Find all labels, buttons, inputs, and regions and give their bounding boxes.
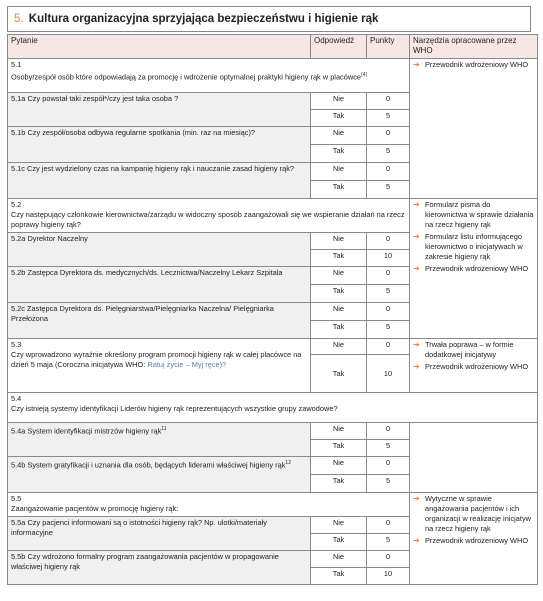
section-question [8,393,538,423]
answer-cell[interactable]: Tak [311,285,367,303]
answer-cell[interactable]: Nie [311,551,367,568]
arrow-right-icon: ➔ [413,232,420,241]
arrow-right-icon: ➔ [413,362,420,371]
section-row [8,493,538,517]
points-cell: 0 [367,233,410,250]
arrow-right-icon: ➔ [413,60,420,69]
points-cell: 5 [367,534,410,551]
points-cell: 0 [367,163,410,181]
answer-cell[interactable]: Tak [311,321,367,339]
table-row [8,339,538,355]
arrow-right-icon: ➔ [413,340,420,349]
answer-cell[interactable]: Nie [311,457,367,475]
points-cell: 0 [367,517,410,534]
points-cell: 0 [367,127,410,145]
section-num: 5.1 [11,60,22,69]
sub-question: 5.2b Zastępca Dyrektora ds. medycznych/ds. Lecznictwa/Naczelny Lekarz Szpitala [8,267,311,303]
section-question [8,493,410,517]
answer-cell[interactable]: Nie [311,423,367,440]
answer-cell[interactable]: Tak [311,475,367,493]
answer-cell[interactable]: Nie [311,303,367,321]
empty-tools-cell [410,423,538,493]
assessment-table [7,34,538,585]
sub-question: 5.1b Czy zespół/osoba odbywa regularne spotkania (min. raz na miesiąc)? [8,127,311,163]
footnote-ref: (4) [361,72,368,78]
answer-cell[interactable]: Nie [311,267,367,285]
answer-cell[interactable]: Tak [311,568,367,585]
answer-cell[interactable]: Tak [311,181,367,199]
table-row [8,423,538,440]
answer-cell[interactable]: Nie [311,127,367,145]
points-cell: 0 [367,303,410,321]
section-row [8,59,538,93]
points-cell: 5 [367,440,410,457]
section-num: 5.5 [11,494,22,503]
arrow-right-icon: ➔ [413,494,420,503]
sub-question: 5.4b System gratyfikacji i uznania dla osób, będących liderami właściwej higieny rąk$^{12}$ [8,457,311,493]
answer-cell[interactable]: Nie [311,93,367,110]
campaign-link[interactable]: Ratuj życie – Myj ręce)? [147,360,227,369]
section-number: 5. [14,13,24,25]
section-num: 5.4 [11,394,22,403]
answer-cell[interactable]: Nie [311,233,367,250]
points-cell: 5 [367,285,410,303]
sub-question: 5.2a Dyrektor Naczelny [8,233,311,267]
section-text: Zaangażowanie pacjentów w promocję higieny rąk: [11,504,179,513]
answer-cell[interactable]: Nie [311,163,367,181]
answer-cell[interactable]: Nie [311,517,367,534]
arrow-right-icon: ➔ [413,264,420,273]
points-cell: 5 [367,181,410,199]
answer-cell[interactable]: Tak [311,145,367,163]
header-question: Pytanie [8,35,311,59]
arrow-right-icon: ➔ [413,536,420,545]
points-cell: 10 [367,355,410,393]
header-row [8,35,538,59]
section-title [7,6,531,32]
points-cell: 5 [367,321,410,339]
sub-question: 5.5a Czy pacjenci informowani są o istotności higieny rąk? Np. ulotki/materiały informacyjne [8,517,311,551]
points-cell: 5 [367,475,410,493]
header-answer: Odpowiedź [311,35,367,59]
answer-cell[interactable]: Tak [311,440,367,457]
points-cell: 0 [367,339,410,355]
points-cell: 0 [367,457,410,475]
tool-item: ➔ Przewodnik wdrożeniowy WHO [413,264,529,273]
points-cell: 5 [367,145,410,163]
answer-cell[interactable]: Tak [311,250,367,267]
section-num: 5.2 [11,200,22,209]
arrow-right-icon: ➔ [413,200,420,209]
answer-cell[interactable]: Tak [311,110,367,127]
tools-cell [410,493,538,585]
tool-item: ➔ Trwała poprawa – w formie dodatkowej inicjatywy [413,340,514,359]
sub-question: 5.1c Czy jest wydzielony czas na kampanię higieny rąk i nauczanie zasad higieny rąk? [8,163,311,199]
section-text: Czy istnieją systemy identyfikacji Liderów higieny rąk reprezentujących wszystkie grupy zawodowe? [11,404,338,413]
tools-cell [410,339,538,393]
answer-cell[interactable]: Tak [311,355,367,393]
tool-item: ➔ Wytyczne w sprawie angażowania pacjentów i ich organizacji w realizację inicjatyw na rzecz higieny rąk [413,494,531,533]
tool-item: ➔ Przewodnik wdrożeniowy WHO [413,362,529,371]
header-tools: Narzędzia opracowane przez WHO [410,35,538,59]
section-row [8,393,538,423]
section-text: Czy następujący członkowie kierownictwa/zarządu w widoczny sposób zaangażowali się we wspieranie działań na rzecz poprawy higieny rąk? [11,210,405,229]
section-row [8,199,538,233]
points-cell: 0 [367,423,410,440]
sub-question: 5.1a Czy powstał taki zespół*/czy jest taka osoba ? [8,93,311,127]
answer-cell[interactable]: Tak [311,534,367,551]
sub-question: 5.2c Zastępca Dyrektora ds. Pielęgniarstwa/Pielęgniarka Naczelna/ Pielęgniarka Przełożona [8,303,311,339]
section-title-text: Kultura organizacyjna sprzyjająca bezpieczeństwu i higienie rąk [28,13,379,25]
sub-question: 5.4a System identyfikacji mistrzów higieny rąk$^{11}$ [8,423,311,457]
tools-cell [410,59,538,199]
header-points: Punkty [367,35,410,59]
sub-question: 5.5b Czy wdrożono formalny program zaangażowania pacjentów w propagowanie właściwej higieny rąk [8,551,311,585]
section-question [8,59,410,93]
points-cell: 0 [367,551,410,568]
section-text: Czy wprowadzono wyraźnie określony program promocji higieny rąk w całej placówce na dzień 5 maja (Coroczna inicjatywa WHO: [11,350,302,369]
tools-cell [410,199,538,339]
section-question [8,339,311,393]
points-cell: 10 [367,250,410,267]
section-text: Osoby/zespół osób które odpowiadają za promocję i wdrożenie optymalnej praktyki higieny rąk w placówce [11,72,362,82]
section-question [8,199,410,233]
tool-item: ➔ Formularz listu informującego kierownictwo o inicjatywach w zakresie higieny rąk [413,232,523,261]
points-cell: 5 [367,110,410,127]
answer-cell[interactable]: Nie [311,339,367,355]
tool-item: ➔ Formularz pisma do kierownictwa w sprawie działania na rzecz higieny rąk [413,200,534,229]
section-num: 5.3 [11,340,22,349]
points-cell: 0 [367,93,410,110]
tool-item: ➔ Przewodnik wdrożeniowy WHO [413,60,529,69]
tool-item: ➔ Przewodnik wdrożeniowy WHO [413,536,529,545]
points-cell: 0 [367,267,410,285]
points-cell: 10 [367,568,410,585]
